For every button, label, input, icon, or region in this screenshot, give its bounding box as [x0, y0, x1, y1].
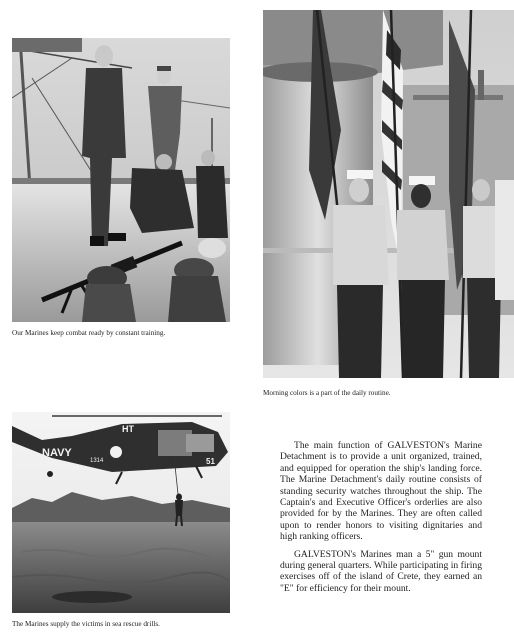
helicopter-tail-code: HT [122, 424, 134, 434]
article-paragraph-2: GALVESTON's Marines man a 5" gun mount during general quarters. While participating in firing exercises off of the island of Crete, they earned an "E" for efficiency for their mount. [280, 548, 482, 594]
helicopter-serial-number: 1314 [90, 458, 104, 464]
colors-photo [263, 10, 514, 378]
colors-caption: Morning colors is a part of the daily routine. [263, 389, 391, 397]
article-paragraph-1: The main function of GALVESTON's Marine Detachment is to provide a unit organized, trained, and equipped for operation the ship's landing force. The Marine Detachment's daily routine consists of standing security watches throughout the ship. The Captain's and Executive Officer's orderlies are also provided for by the Marines. They are often called upon to render honors to visiting dignitaries and high ranking officers. [280, 440, 482, 543]
navy-star-insignia [110, 446, 122, 458]
rescue-photo [12, 412, 230, 613]
helicopter-side-number: 51 [206, 457, 215, 466]
training-photo [12, 38, 230, 322]
marine-detachment-article [280, 440, 482, 600]
helicopter-squadron-marking: HC-4 [46, 462, 58, 468]
training-caption: Our Marines keep combat ready by constant training. [12, 329, 166, 337]
helicopter-navy-marking: NAVY [42, 447, 72, 459]
rescue-caption: The Marines supply the victims in sea rescue drills. [12, 620, 160, 628]
